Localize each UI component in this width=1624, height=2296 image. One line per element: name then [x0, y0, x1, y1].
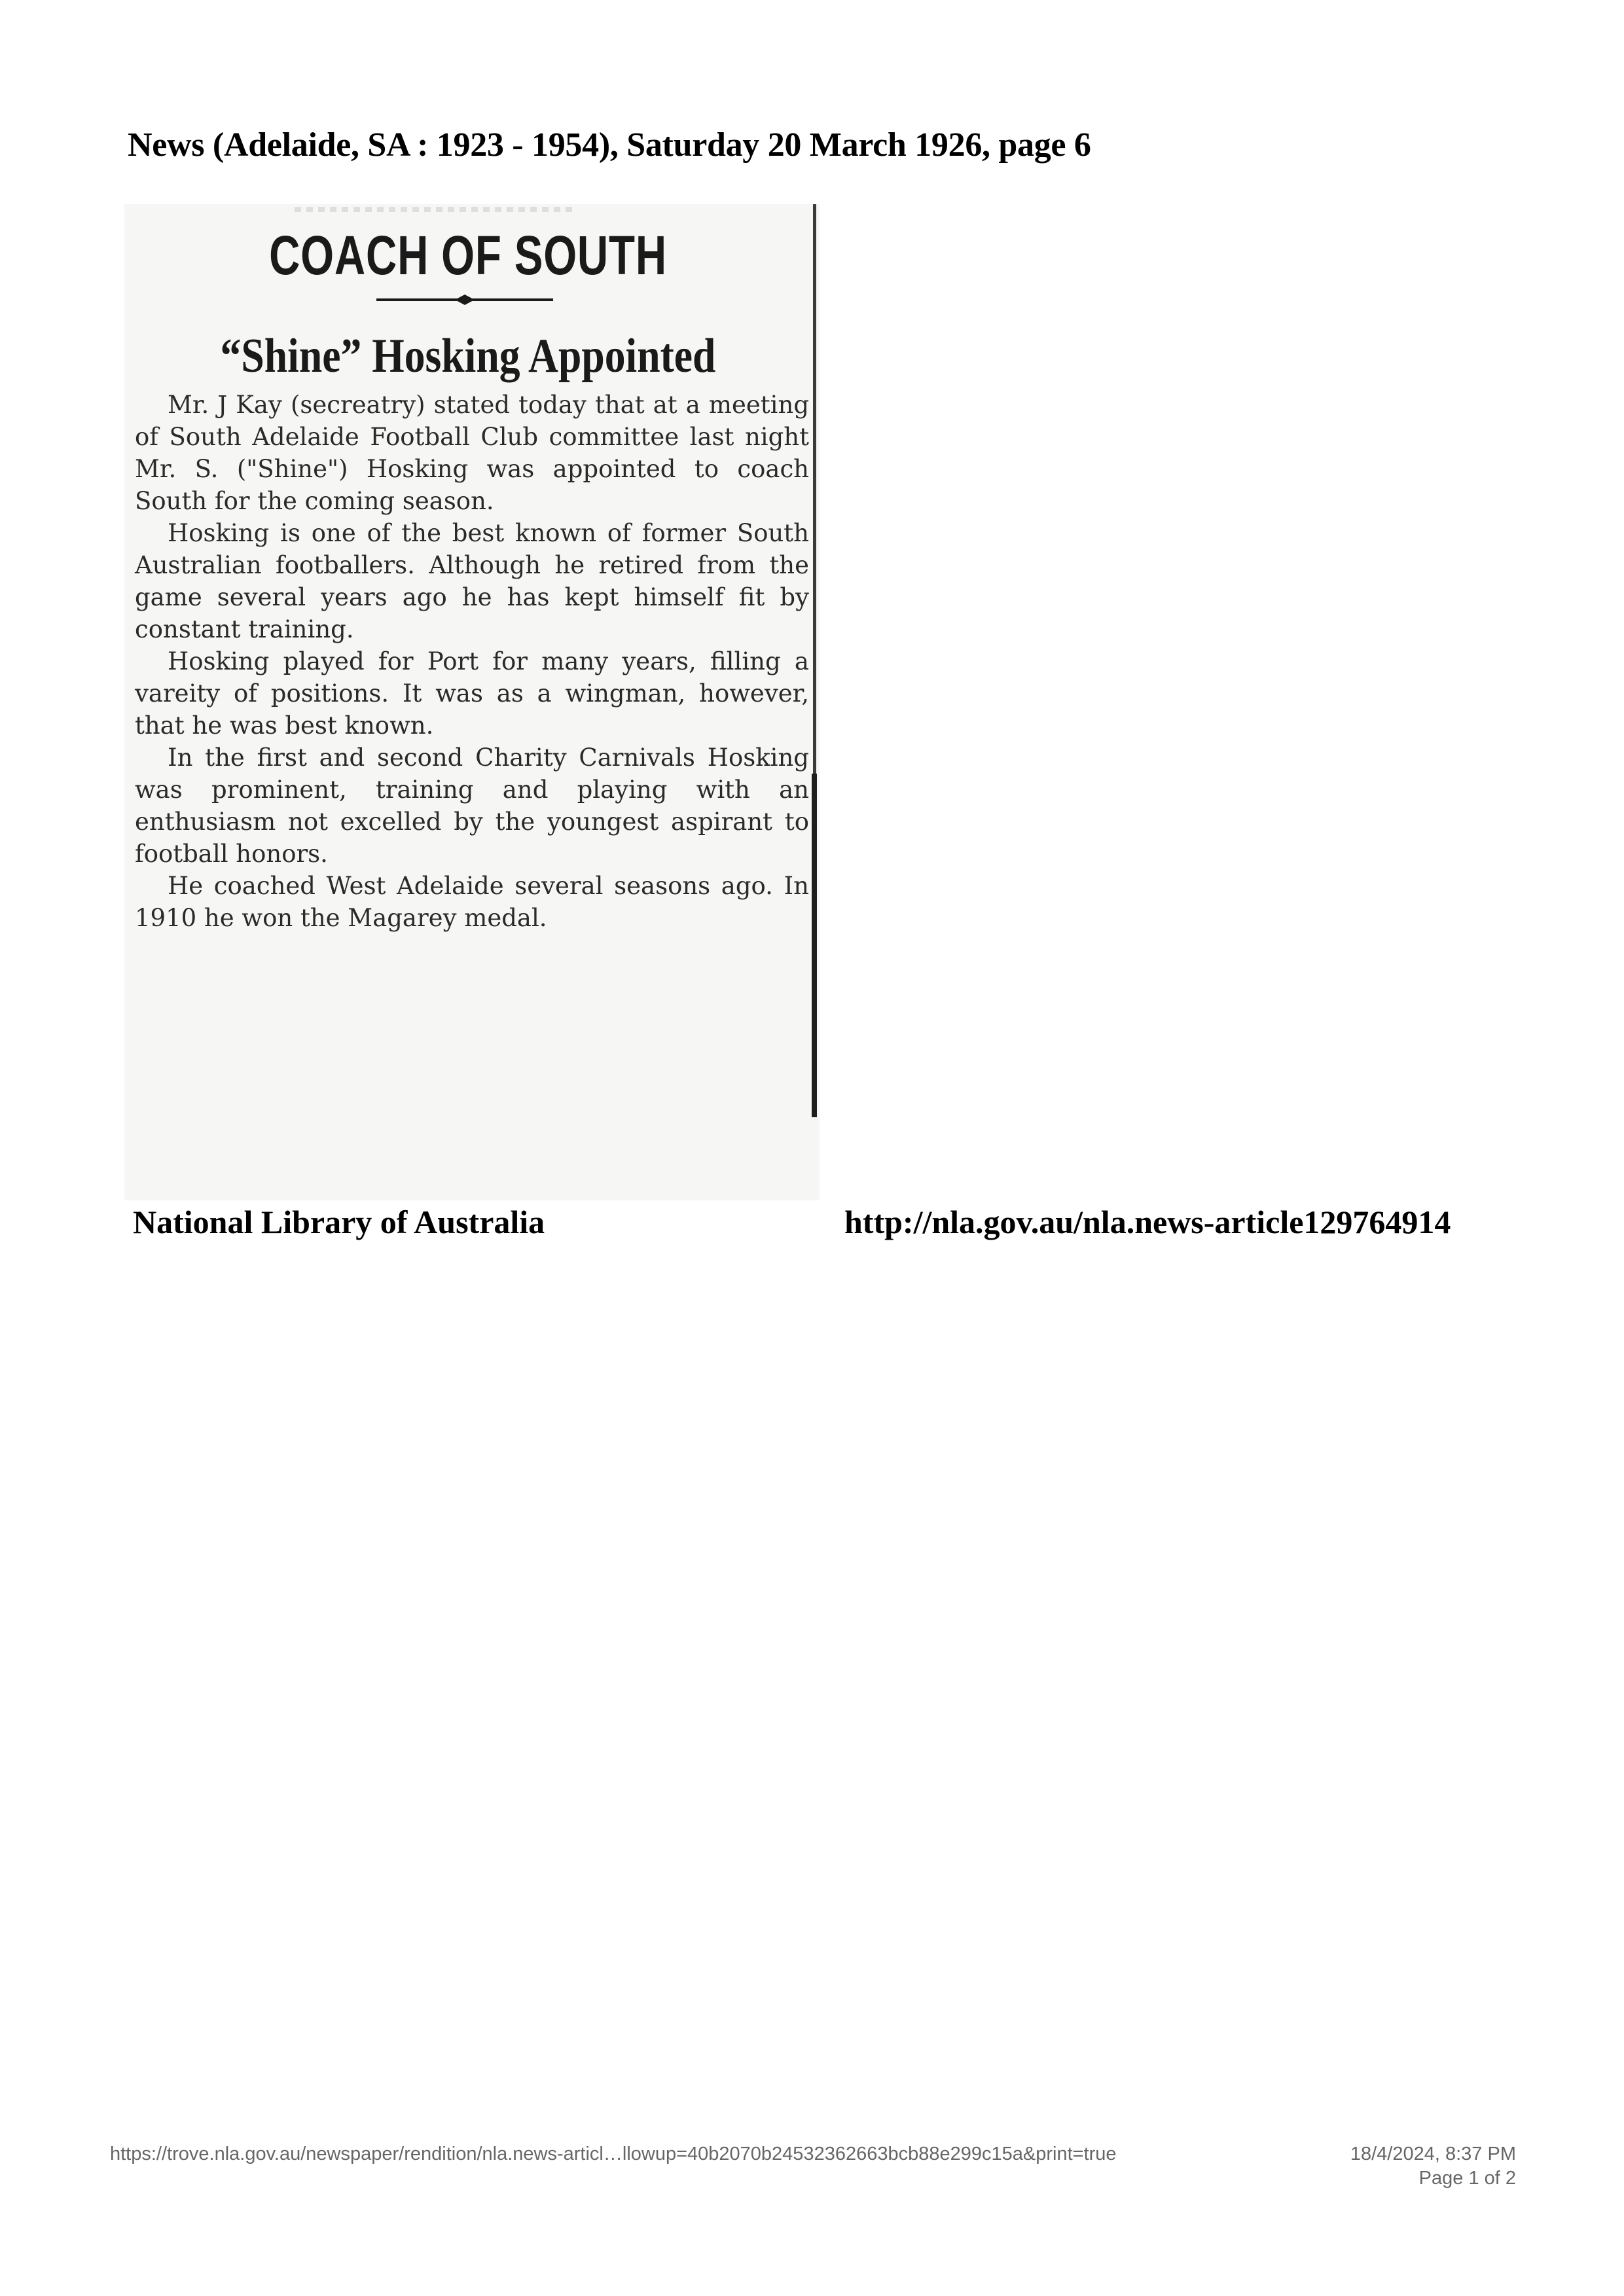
article-paragraph: Hosking is one of the best known of former South Australian footballers. Although he retired from the game several years ago he has kept himself fit by constant training. — [135, 519, 809, 643]
article-paragraph: In the first and second Charity Carnivals Hosking was prominent, training and playing with an enthusiasm not excelled by the youngest aspirant to football honors. — [135, 744, 809, 868]
print-url: https://trove.nla.gov.au/newspaper/rendition/nla.news-articl…llowup=40b2070b24532362663bcb88e299c15a&print=true — [110, 2144, 1117, 2164]
column-rule-thick — [812, 774, 817, 1117]
article-headline: COACH OF SOUTH — [269, 224, 667, 286]
article-paragraph: Hosking played for Port for many years, filling a vareity of positions. It was as a wingman, however, that he was best known. — [135, 647, 809, 740]
article-citation: News (Adelaide, SA : 1923 - 1954), Saturday 20 March 1926, page 6 — [128, 126, 1091, 164]
page-count: Page 1 of 2 — [1418, 2168, 1516, 2189]
source-library: National Library of Australia — [133, 1204, 545, 1240]
article-paragraph: Mr. J Kay (secreatry) stated today that at a meeting of South Adelaide Football Club committee last night Mr. S. ("Shine") Hosking was appointed to coach South for the coming season. — [135, 391, 809, 515]
article-subheadline: “Shine” Hosking Appointed — [220, 329, 716, 383]
clipping-edge-strip — [295, 207, 576, 212]
ornamental-divider — [376, 291, 553, 308]
print-datetime: 18/4/2024, 8:37 PM — [1350, 2144, 1516, 2164]
newspaper-clipping — [124, 204, 820, 1200]
article-permalink[interactable]: http://nla.gov.au/nla.news-article129764914 — [844, 1204, 1451, 1240]
article-body — [135, 389, 809, 934]
article-paragraph: He coached West Adelaide several seasons ago. In 1910 he won the Magarey medal. — [135, 872, 809, 932]
